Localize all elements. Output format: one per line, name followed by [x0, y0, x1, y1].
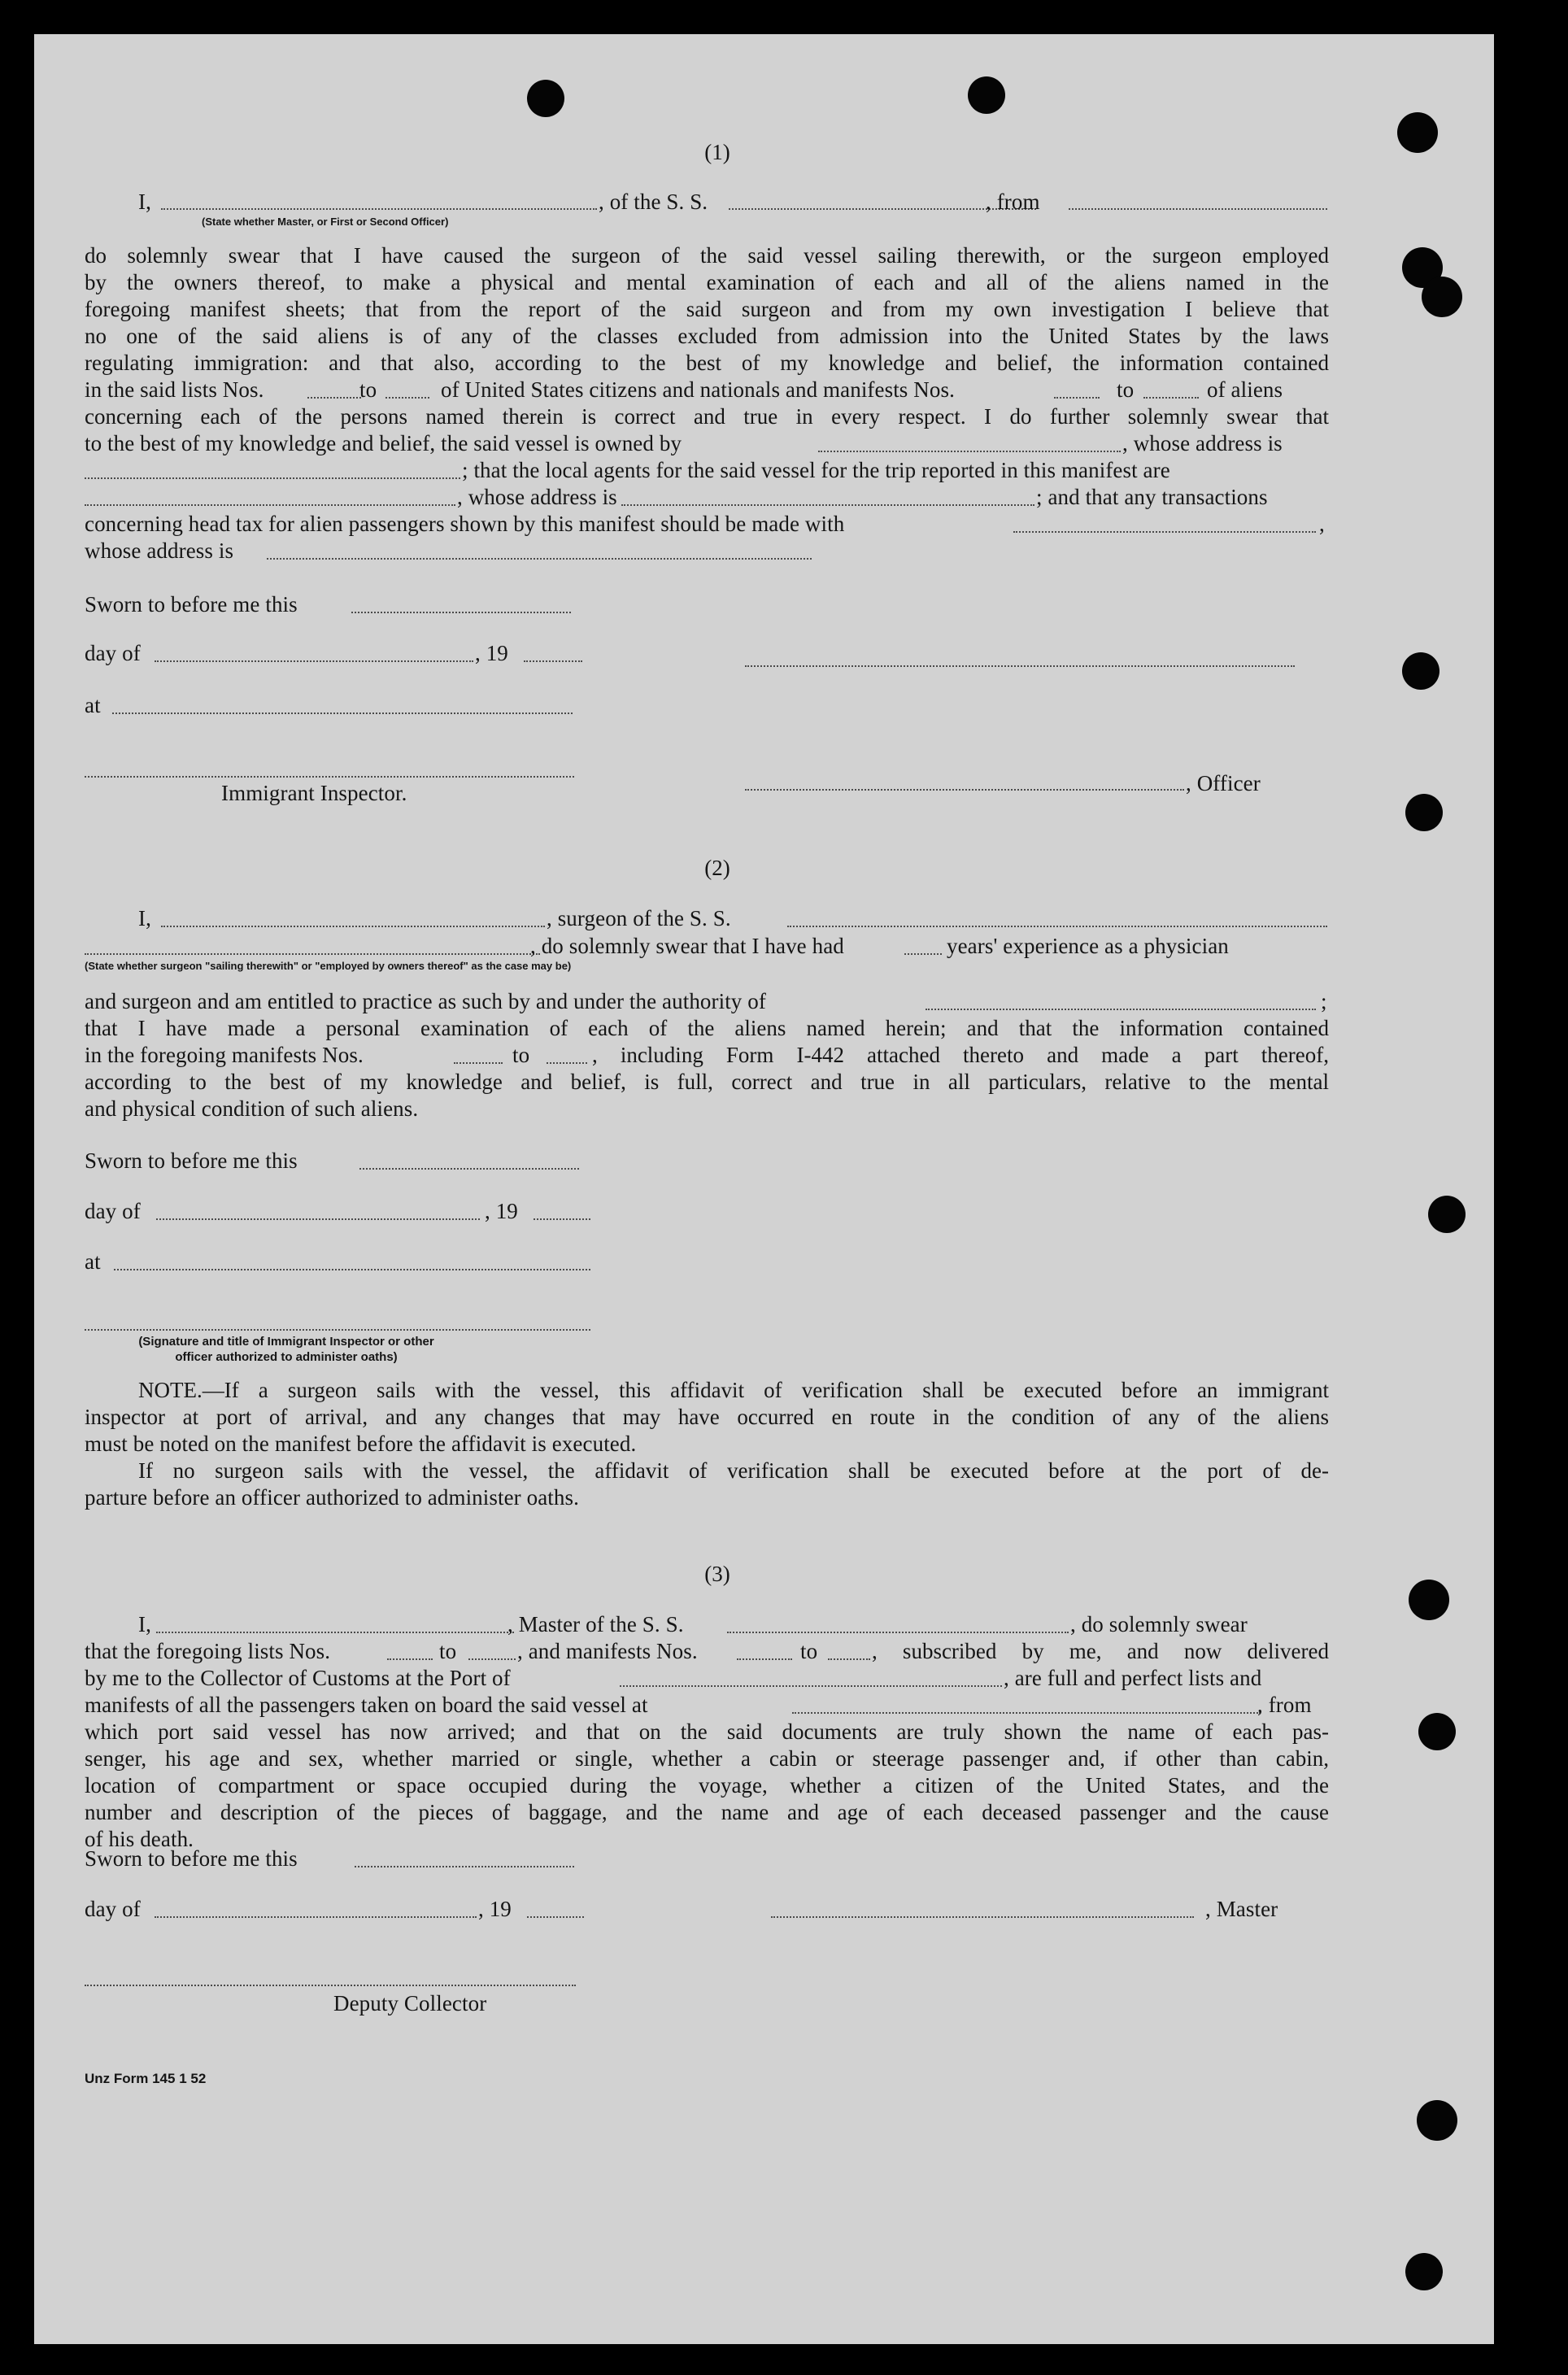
s3-line: senger, his age and sex, whether married or single, whether a cabin or steerage passenger and, if other than cabin,	[85, 1746, 1329, 1771]
s3-lead: I,	[138, 1612, 151, 1636]
agent-address-field[interactable]	[621, 504, 1034, 506]
master-signature-line[interactable]	[771, 1916, 1194, 1918]
s3-sworn: Sworn to before me this	[85, 1846, 298, 1871]
s1-year: , 19	[475, 641, 508, 665]
deputy-collector-signature-line[interactable]	[85, 1985, 576, 1986]
note-line: must be noted on the manifest before the affidavit is executed.	[85, 1432, 637, 1456]
form-number: Unz Form 145 1 52	[85, 2071, 207, 2086]
s1-sworn: Sworn to before me this	[85, 592, 298, 617]
s3-l3a: by me to the Collector of Customs at the Port of	[85, 1666, 511, 1690]
punch-hole	[527, 80, 564, 117]
s2-at: at	[85, 1249, 101, 1274]
s2-l2b: years' experience as a physician	[947, 934, 1229, 958]
manifest-from-field[interactable]	[1054, 397, 1100, 399]
s1-day-of: day of	[85, 641, 141, 665]
s3-l4b: , from	[1257, 1693, 1312, 1717]
s3-l2e: , subscribed by me, and now delivered	[872, 1639, 1329, 1663]
section-1-number: (1)	[704, 140, 730, 164]
s2-l2a: , do solemnly swear that I have had	[530, 934, 844, 958]
s3-line: location of compartment or space occupied during the voyage, whether a citizen of the United States, and the	[85, 1773, 1329, 1798]
s3-deputy: Deputy Collector	[333, 1991, 487, 2015]
s1-l9: ; that the local agents for the said vessel for the trip reported in this manifest are	[462, 458, 1170, 482]
master-vessel-field[interactable]	[727, 1632, 1069, 1633]
s1-officer: , Officer	[1186, 771, 1261, 795]
punch-hole	[1418, 1713, 1456, 1750]
s3-l2d: to	[800, 1639, 818, 1663]
s1-l6b: to	[359, 377, 377, 402]
manifest-nos-from-field[interactable]	[454, 1062, 503, 1064]
s2-surgeon-of: , surgeon of the S. S.	[547, 906, 731, 930]
collector-port-field[interactable]	[620, 1685, 1002, 1687]
list-to-field[interactable]	[385, 397, 429, 399]
s3-manifests-from-field[interactable]	[737, 1658, 792, 1660]
manifest-nos-to-field[interactable]	[547, 1062, 587, 1064]
s3-year-field[interactable]	[527, 1916, 584, 1918]
s2-l6: according to the best of my knowledge and belief, is full, correct and true in all particulars, relative to the mental	[85, 1070, 1329, 1094]
note-line: If no surgeon sails with the vessel, the affidavit of verification shall be executed before at the port of de-	[138, 1458, 1329, 1483]
punch-hole	[1422, 277, 1462, 317]
s1-at: at	[85, 693, 101, 717]
inspector-signature-line[interactable]	[85, 776, 574, 778]
surgeon-vessel-field[interactable]	[787, 926, 1327, 927]
punch-hole	[1405, 794, 1443, 831]
sworn-date-field[interactable]	[351, 612, 571, 613]
s2-month-field[interactable]	[156, 1218, 480, 1220]
owner-address-field[interactable]	[85, 477, 460, 479]
head-tax-contact-field[interactable]	[1013, 531, 1316, 533]
s1-line: no one of the said aliens is of any of the classes excluded from admission into the United States by the laws	[85, 324, 1329, 348]
s2-day-of: day of	[85, 1199, 141, 1223]
boarding-port-field[interactable]	[792, 1712, 1261, 1714]
s1-l11a: concerning head tax for alien passengers shown by this manifest should be made with	[85, 512, 845, 536]
s3-l9: of his death.	[85, 1827, 194, 1851]
punch-hole	[1405, 2253, 1443, 2290]
s2-l4: that I have made a personal examination of each of the aliens named herein; and that the information contained	[85, 1016, 1329, 1040]
s1-line: do solemnly swear that I have caused the surgeon of the said vessel sailing therewith, or the surgeon employed	[85, 243, 1329, 268]
s2-l7: and physical condition of such aliens.	[85, 1096, 419, 1121]
s1-l10a: , whose address is	[457, 485, 617, 509]
s3-l2b: to	[439, 1639, 457, 1663]
s3-year: , 19	[478, 1897, 512, 1921]
s3-lists-from-field[interactable]	[387, 1658, 433, 1660]
s3-manifests-to-field[interactable]	[828, 1658, 870, 1660]
s3-month-field[interactable]	[155, 1916, 477, 1918]
surgeon-name-field[interactable]	[161, 926, 545, 927]
officer-name-line[interactable]	[745, 789, 1184, 791]
s3-swear: , do solemnly swear	[1070, 1612, 1248, 1636]
s2-year: , 19	[485, 1199, 518, 1223]
s2-year-field[interactable]	[534, 1218, 590, 1220]
note-line: NOTE.—If a surgeon sails with the vessel, this affidavit of verification shall be executed before an immigrant	[138, 1378, 1329, 1402]
s3-line: number and description of the pieces of baggage, and the name and age of each deceased passenger and the cause	[85, 1800, 1329, 1824]
s2-lead: I,	[138, 906, 151, 930]
s1-l12: whose address is	[85, 538, 234, 563]
s2-l5c: , including Form I-442 attached thereto and made a part thereof,	[592, 1043, 1329, 1067]
sig-caption-line: officer authorized to administer oaths)	[175, 1349, 398, 1364]
s1-lead: I,	[138, 190, 151, 214]
s3-l3b: , are full and perfect lists and	[1004, 1666, 1262, 1690]
s2-l5b: to	[512, 1043, 530, 1067]
punch-hole	[1409, 1580, 1449, 1620]
s2-place-field[interactable]	[114, 1269, 590, 1270]
s2-caption: (State whether surgeon "sailing therewith" or "employed by owners thereof" as the case may be)	[85, 960, 572, 972]
s3-line: which port said vessel has now arrived; and that on the said documents are truly shown the name of each pas-	[85, 1719, 1329, 1744]
s1-inspector: Immigrant Inspector.	[221, 781, 407, 805]
s1-l7: concerning each of the persons named therein is correct and true in every respect. I do further solemnly swear that	[85, 404, 1329, 429]
s1-caption: (State whether Master, or First or Second Officer)	[202, 216, 449, 228]
s2-sig-caption	[124, 1335, 449, 1366]
s1-l6c: of United States citizens and nationals and manifests Nos.	[441, 377, 955, 402]
note-line: parture before an officer authorized to administer oaths.	[85, 1485, 579, 1510]
s1-of-ss: , of the S. S.	[599, 190, 708, 214]
s2-l3a: and surgeon and am entitled to practice as such by and under the authority of	[85, 989, 766, 1013]
sworn-place-field[interactable]	[112, 712, 573, 714]
s1-l10b: ; and that any transactions	[1036, 485, 1268, 509]
officer-signature-line[interactable]	[745, 665, 1295, 667]
s3-sworn-date-field[interactable]	[355, 1866, 574, 1867]
punch-hole	[1428, 1196, 1466, 1233]
years-experience-field[interactable]	[904, 953, 942, 955]
s3-day-of: day of	[85, 1897, 141, 1921]
punch-hole	[968, 76, 1005, 114]
s3-master-of: , Master of the S. S.	[507, 1612, 684, 1636]
sworn-year-field[interactable]	[524, 660, 582, 662]
s1-l6e: of aliens	[1207, 377, 1283, 402]
head-tax-address-field[interactable]	[267, 558, 812, 560]
s1-l6d: to	[1117, 377, 1135, 402]
s3-lists-to-field[interactable]	[468, 1658, 516, 1660]
departure-port-field[interactable]	[1069, 208, 1327, 210]
master-name-field[interactable]	[156, 1632, 514, 1633]
sworn-month-field[interactable]	[155, 660, 473, 662]
s2-sworn: Sworn to before me this	[85, 1148, 298, 1173]
list-from-field[interactable]	[307, 397, 361, 399]
s1-from: , from	[986, 190, 1040, 214]
authority-field[interactable]	[926, 1009, 1316, 1010]
owner-field[interactable]	[818, 451, 1121, 452]
s1-line: regulating immigration: and that also, according to the best of my knowledge and belief, the information contained	[85, 351, 1329, 375]
punch-hole	[1417, 2100, 1457, 2141]
s1-line: by the owners thereof, to make a physical and mental examination of each and all of the aliens named in the	[85, 270, 1329, 294]
s2-inspector-signature-line[interactable]	[85, 1329, 590, 1331]
s2-l5a: in the foregoing manifests Nos.	[85, 1043, 364, 1067]
section-3-number: (3)	[704, 1562, 730, 1586]
s1-l6a: in the said lists Nos.	[85, 377, 264, 402]
surgeon-type-field[interactable]	[85, 953, 540, 955]
s1-l8a: to the best of my knowledge and belief, the said vessel is owned by	[85, 431, 682, 455]
section-2-number: (2)	[704, 856, 730, 880]
s3-l4a: manifests of all the passengers taken on board the said vessel at	[85, 1693, 648, 1717]
agent-field[interactable]	[85, 504, 455, 506]
officer-rank-field[interactable]	[161, 208, 597, 210]
s3-l2a: that the foregoing lists Nos.	[85, 1639, 331, 1663]
manifest-to-field[interactable]	[1143, 397, 1199, 399]
s1-l11b: ,	[1319, 512, 1325, 536]
punch-hole	[1402, 652, 1440, 690]
s3-l2c: , and manifests Nos.	[517, 1639, 698, 1663]
punch-hole	[1397, 112, 1438, 153]
s1-line: foregoing manifest sheets; that from the report of the said surgeon and from my own investigation I believe that	[85, 297, 1329, 321]
s2-l3b: ;	[1321, 989, 1327, 1013]
s3-master: , Master	[1205, 1897, 1278, 1921]
s2-sworn-date-field[interactable]	[359, 1168, 579, 1170]
note-line: inspector at port of arrival, and any changes that may have occurred en route in the condition of any of the aliens	[85, 1405, 1329, 1429]
form-page	[34, 34, 1494, 2344]
sig-caption-line: (Signature and title of Immigrant Inspector or other	[138, 1335, 434, 1349]
s1-l8b: , whose address is	[1122, 431, 1283, 455]
